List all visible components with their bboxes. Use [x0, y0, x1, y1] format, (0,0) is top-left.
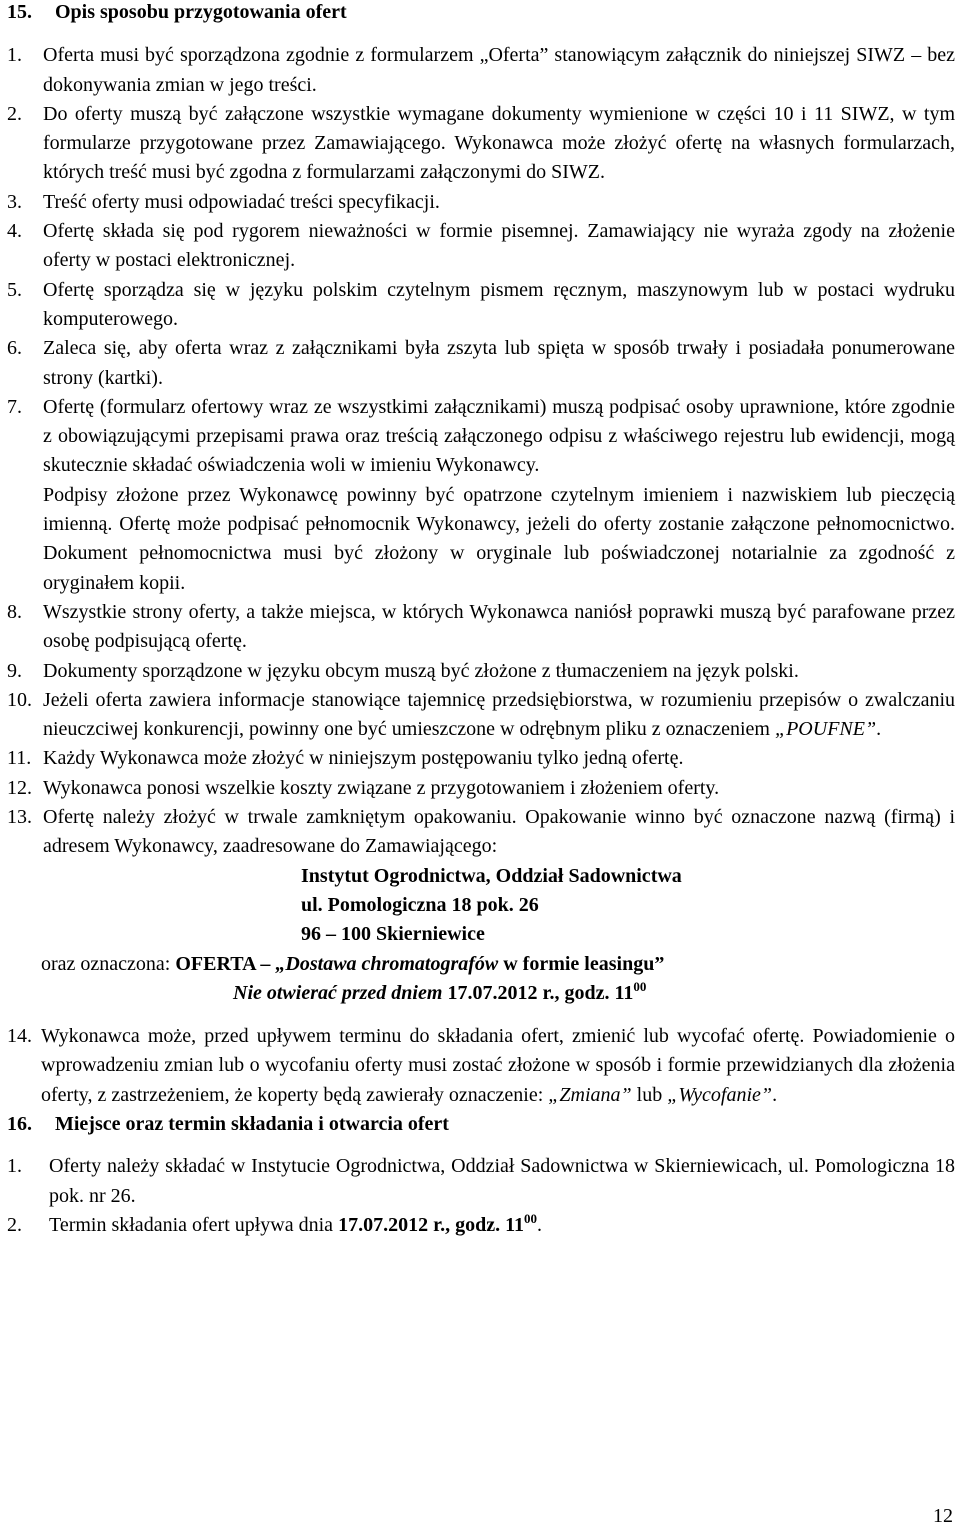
section-16-list [7, 1152, 955, 1240]
section-number: 15. [7, 1, 32, 23]
do-not-open-notice: Nie otwierać przed dniem 17.07.2012 r., godz. $11^{00}$ [233, 978, 647, 1004]
paragraph: Podpisy złożone przez Wykonawcę powinny być opatrzone czytelnym imieniem i nazwiskiem lub pieczęcią imienną. Ofertę może podpisać pełnomocnik Wykonawcy, jeżeli do oferty zostanie załączone pełnomocnictwo. Dokument pełnomocnictwa musi być złożony w oryginale lub poświadczonej notarialnie za zgodność z oryginałem kopii. [43, 483, 955, 594]
section-16-heading [7, 1110, 955, 1139]
list-item: 3. Treść oferty musi odpowiadać treści specyfikacji. [7, 190, 440, 213]
page-number: 12 [933, 1504, 953, 1527]
list-item: 13. Ofertę należy złożyć w trwale zamkniętym opakowaniu. Opakowanie winno być oznaczone nazwą (firmą) i adresem Wykonawcy, zaadresowane do Zamawiającego: [7, 806, 955, 858]
list-item: 9. Dokumenty sporządzone w języku obcym muszą być złożone z tłumaczeniem na język polski. [7, 659, 799, 682]
section-15-list [7, 41, 955, 861]
section-number: 16. [7, 1112, 32, 1135]
list-item: 12. Wykonawca ponosi wszelkie koszty związane z przygotowaniem i złożeniem oferty. [7, 776, 720, 799]
list-item: 14. Wykonawca może, przed upływem terminu do składania ofert, zmienić lub wycofać ofertę. Powiadomienie o wprowadzeniu zmian lub o wycofaniu oferty musi zostać złożone w sposób i formie przewidzianych dla złożenia oferty, z zastrzeżeniem, że koperty będą zawierały oznaczenie: „Zmiana” lub „Wycofanie”. [7, 1025, 955, 1106]
section-15-heading [7, 0, 955, 27]
envelope-label: oraz oznaczona: OFERTA – „Dostawa chromatografów w formie leasingu” [41, 952, 665, 975]
list-item: 7. Ofertę (formularz ofertowy wraz ze wszystkimi załącznikami) muszą podpisać osoby uprawnione, które zgodnie z obowiązującymi przepisami prawa oraz treścią załączonego odpisu z właściwego rejestru lub ewidencji, mogą skutecznie składać oświadczenia woli w imieniu Wykonawcy. Podpisy złożone przez Wykonawcę powinny być opatrzone czytelnym imieniem i nazwiskiem lub pieczęcią imienną. Ofertę może podpisać pełnomocnik Wykonawcy, jeżeli do oferty zostanie załączone pełnomocnictwo. Dokument pełnomocnictwa musi być złożony w oryginale lub poświadczonej notarialnie za zgodność z oryginałem kopii. [7, 393, 955, 598]
section-15-list-continued [7, 1022, 955, 1110]
section-title: Opis sposobu przygotowania ofert [55, 1, 347, 23]
list-item: 5. Ofertę sporządza się w języku polskim czytelnym pismem ręcznym, maszynowym lub w postaci wydruku komputerowego. [7, 278, 955, 330]
paragraph: Ofertę (formularz ofertowy wraz ze wszystkimi załącznikami) muszą podpisać osoby uprawnione, które zgodnie z obowiązującymi przepisami prawa oraz treścią załączonego odpisu z właściwego rejestru lub ewidencji, mogą skutecznie składać oświadczenia woli w imieniu Wykonawcy. [43, 395, 955, 477]
list-item: 4. Ofertę składa się pod rygorem nieważności w formie pisemnej. Zamawiający nie wyraża zgody na złożenie oferty w postaci elektronicznej. [7, 220, 955, 272]
emphasis: „Zmiana” [548, 1083, 632, 1106]
list-item: 1. Oferta musi być sporządzona zgodnie z formularzem „Oferta” stanowiącym załącznik do niniejszej SIWZ – bez dokonywania zmian w jego treści. [7, 44, 955, 96]
address-line: 96 – 100 Skierniewice [301, 923, 485, 946]
list-item: 8. Wszystkie strony oferty, a także miejsca, w których Wykonawca naniósł poprawki muszą być parafowane przez osobę podpisującą ofertę. [7, 600, 955, 653]
emphasis: „Wycofanie” [667, 1083, 773, 1106]
document-page [7, 0, 955, 1240]
address-line: ul. Pomologiczna 18 pok. 26 [301, 893, 539, 916]
list-item: 1. Oferty należy składać w Instytucie Ogrodnictwa, Oddział Sadownictwa w Skierniewicach, ul. Pomologiczna 18 pok. nr 26. [7, 1155, 955, 1207]
list-item: 6. Zaleca się, aby oferta wraz z załącznikami była zszyta lub spięta w sposób trwały i posiadała ponumerowane strony (kartki). [7, 337, 955, 389]
address-line: Instytut Ogrodnictwa, Oddział Sadownictwa [301, 864, 682, 887]
address-block [7, 862, 955, 950]
list-item: 11. Każdy Wykonawca może złożyć w niniejszym postępowaniu tylko jedną ofertę. [7, 747, 684, 770]
section-title: Miejsce oraz termin składania i otwarcia ofert [55, 1112, 449, 1135]
emphasis: „POUFNE” [774, 718, 877, 741]
list-item: 2. Do oferty muszą być załączone wszystkie wymagane dokumenty wymienione w części 10 i 11 SIWZ, w tym formularze przygotowane przez Zamawiającego. Wykonawca może złożyć ofertę na własnych formularzach, których treść musi być zgodna z formularzami załączonymi do SIWZ. [7, 102, 955, 184]
list-item: 10. Jeżeli oferta zawiera informacje stanowiące tajemnicę przedsiębiorstwa, w rozumieniu przepisów o zwalczaniu nieuczciwej konkurencji, powinny one być umieszczone w odrębnym pliku z oznaczeniem „POUFNE”. [7, 688, 955, 741]
list-item: 2. Termin składania ofert upływa dnia 17.07.2012 r., godz. $11^{00}$. [7, 1210, 542, 1236]
